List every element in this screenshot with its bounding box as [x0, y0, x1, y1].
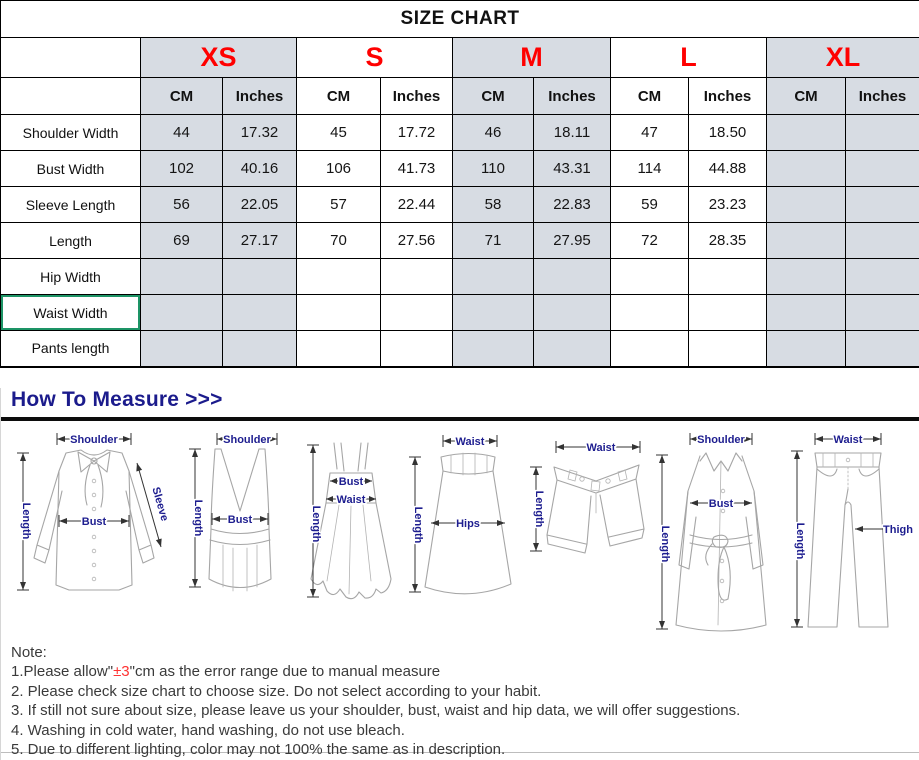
- cell: [141, 331, 223, 367]
- cell: 18.50: [689, 115, 767, 151]
- cell: [846, 223, 919, 259]
- note-item-1: [11, 662, 919, 682]
- row-label-selected: Waist Width: [1, 295, 141, 331]
- note-item-3: 3. If still not sure about size, please leave us your shoulder, bust, waist and hip data, we will offer suggestions.: [11, 701, 919, 721]
- corner-cell-2: [1, 78, 141, 115]
- size-header-xs: XS: [141, 38, 297, 78]
- cell: 71: [453, 223, 534, 259]
- cell: [767, 295, 846, 331]
- row-label: Sleeve Length: [1, 187, 141, 223]
- table-row-shoulder-width: [1, 115, 919, 151]
- cell: [453, 259, 534, 295]
- cell: [767, 223, 846, 259]
- cell: [846, 259, 919, 295]
- cell: 102: [141, 151, 223, 187]
- unit-header-inches: Inches: [534, 78, 611, 115]
- unit-header-inches: Inches: [846, 78, 919, 115]
- measure-label-bust: Bust: [228, 514, 253, 526]
- cell: [767, 115, 846, 151]
- table-row-bust-width: [1, 151, 919, 187]
- measure-label-bust: Bust: [82, 516, 107, 528]
- cell: 27.17: [223, 223, 297, 259]
- measure-label-waist: Waist: [586, 442, 615, 454]
- cell: 43.31: [534, 151, 611, 187]
- size-table: [0, 0, 919, 368]
- row-label: Pants length: [1, 331, 141, 367]
- size-header-xl: XL: [767, 38, 919, 78]
- cell: [611, 331, 689, 367]
- table-row-hip-width: [1, 259, 919, 295]
- cell: [846, 115, 919, 151]
- cell: [141, 295, 223, 331]
- cell: [381, 331, 453, 367]
- note-item-4: 4. Washing in cold water, hand washing, do not use bleach.: [11, 721, 919, 741]
- cell: [689, 331, 767, 367]
- cell: 59: [611, 187, 689, 223]
- cell: [534, 331, 611, 367]
- measure-diagrams: [1, 421, 919, 637]
- measure-label-bust: Bust: [339, 476, 364, 488]
- cell: 57: [297, 187, 381, 223]
- cell: 46: [453, 115, 534, 151]
- cell: [223, 295, 297, 331]
- pants-illustration: [785, 429, 915, 639]
- cell: [846, 295, 919, 331]
- table-row-sleeve-length: [1, 187, 919, 223]
- cell: [767, 187, 846, 223]
- notes-heading: Note:: [11, 643, 919, 663]
- corner-cell: [1, 38, 141, 78]
- cell: [689, 259, 767, 295]
- measure-label-hips: Hips: [457, 518, 481, 530]
- cell: 47: [611, 115, 689, 151]
- unit-header-inches: Inches: [381, 78, 453, 115]
- cell: [223, 331, 297, 367]
- cell: [453, 331, 534, 367]
- cell: 18.11: [534, 115, 611, 151]
- measure-label-length: Length: [794, 522, 806, 559]
- measure-label-sleeve: Sleeve: [149, 485, 170, 522]
- cell: 106: [297, 151, 381, 187]
- table-row-pants-length: [1, 331, 919, 367]
- measure-label-thigh: Thigh: [883, 524, 913, 536]
- cell: 110: [453, 151, 534, 187]
- unit-header-cm: CM: [611, 78, 689, 115]
- blouse-illustration: [9, 429, 179, 634]
- measure-label-shoulder: Shoulder: [223, 434, 271, 446]
- note-item-5: 5. Due to different lighting, color may not 100% the same as in description.: [11, 740, 919, 760]
- page-title: SIZE CHART: [1, 1, 919, 38]
- row-label: Bust Width: [1, 151, 141, 187]
- cell: [297, 331, 381, 367]
- measure-label-length: Length: [20, 502, 32, 539]
- cell: 72: [611, 223, 689, 259]
- cell: 22.83: [534, 187, 611, 223]
- cell: [767, 259, 846, 295]
- cell: [534, 259, 611, 295]
- note-highlight: ±3: [113, 663, 130, 680]
- note-item-2: 2. Please check size chart to choose size. Do not select according to your habit.: [11, 682, 919, 702]
- unit-header-row: [1, 78, 919, 115]
- cell: 70: [297, 223, 381, 259]
- cell: [381, 259, 453, 295]
- notes-section: [11, 643, 919, 760]
- cell: 27.56: [381, 223, 453, 259]
- measure-label-waist: Waist: [337, 494, 366, 506]
- cell: [767, 151, 846, 187]
- coat-illustration: [648, 429, 783, 639]
- size-header-s: S: [297, 38, 453, 78]
- cell: 17.32: [223, 115, 297, 151]
- shorts-illustration: [526, 429, 646, 634]
- row-label: Length: [1, 223, 141, 259]
- cell: [141, 259, 223, 295]
- cell: 40.16: [223, 151, 297, 187]
- cell: [767, 331, 846, 367]
- cell: [223, 259, 297, 295]
- cell: 17.72: [381, 115, 453, 151]
- measure-label-length: Length: [310, 505, 322, 542]
- note-text: "cm as the error range due to manual measure: [130, 663, 440, 680]
- measure-label-waist: Waist: [833, 434, 862, 446]
- unit-header-cm: CM: [453, 78, 534, 115]
- unit-header-cm: CM: [297, 78, 381, 115]
- cell: [534, 295, 611, 331]
- unit-header-inches: Inches: [223, 78, 297, 115]
- cell: 44.88: [689, 151, 767, 187]
- measure-label-length: Length: [659, 525, 671, 562]
- measure-label-waist: Waist: [456, 436, 485, 448]
- measure-label-shoulder: Shoulder: [697, 434, 745, 446]
- row-label: Shoulder Width: [1, 115, 141, 151]
- cell: [297, 295, 381, 331]
- row-label: Hip Width: [1, 259, 141, 295]
- unit-header-cm: CM: [141, 78, 223, 115]
- unit-header-inches: Inches: [689, 78, 767, 115]
- measure-label-bust: Bust: [709, 498, 734, 510]
- cell: [611, 259, 689, 295]
- dress-illustration: [301, 429, 401, 634]
- cell: [297, 259, 381, 295]
- size-header-m: M: [453, 38, 611, 78]
- cell: 22.44: [381, 187, 453, 223]
- cell: 27.95: [534, 223, 611, 259]
- cell: [846, 331, 919, 367]
- unit-header-cm: CM: [767, 78, 846, 115]
- cell: [381, 295, 453, 331]
- measure-label-shoulder: Shoulder: [70, 434, 118, 446]
- cell: [689, 295, 767, 331]
- how-to-measure-heading: How To Measure >>>: [11, 388, 919, 412]
- measure-label-length: Length: [533, 490, 545, 527]
- cell: [453, 295, 534, 331]
- table-row-length: [1, 223, 919, 259]
- note-text: 1.Please allow": [11, 663, 113, 680]
- cell: 58: [453, 187, 534, 223]
- title-row: [1, 1, 919, 38]
- cell: [611, 295, 689, 331]
- skirt-illustration: [403, 429, 523, 634]
- cell: 28.35: [689, 223, 767, 259]
- cell: 23.23: [689, 187, 767, 223]
- tank-top-illustration: [181, 429, 299, 634]
- table-row-waist-width: [1, 295, 919, 331]
- measure-label-length: Length: [192, 499, 204, 536]
- cell: 44: [141, 115, 223, 151]
- cell: [846, 187, 919, 223]
- measure-label-length: Length: [412, 506, 424, 543]
- cell: 69: [141, 223, 223, 259]
- how-to-measure-section: [0, 388, 919, 760]
- cell: [846, 151, 919, 187]
- cell: 56: [141, 187, 223, 223]
- cell: 114: [611, 151, 689, 187]
- cell: 22.05: [223, 187, 297, 223]
- cell: 41.73: [381, 151, 453, 187]
- size-header-l: L: [611, 38, 767, 78]
- size-header-row: [1, 38, 919, 78]
- cell: 45: [297, 115, 381, 151]
